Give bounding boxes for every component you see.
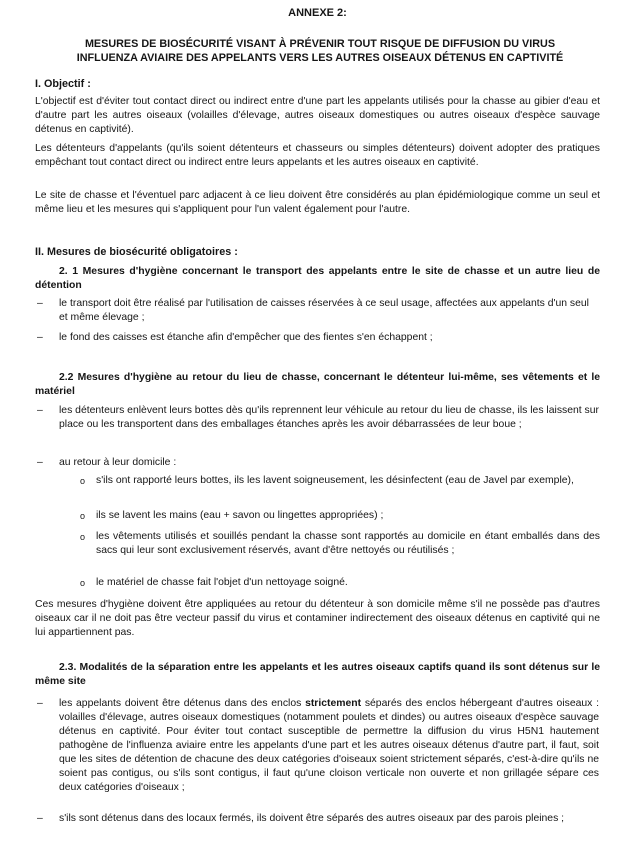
sub-list-item (80, 576, 600, 590)
list-item (37, 297, 599, 325)
circle-bullet: o (80, 532, 86, 542)
dash-bullet: – (37, 813, 43, 824)
subsection-2-1-title: 2. 1 Mesures d'hygiène concernant le transport des appelants entre le site de chasse et un autre lieu de détention (35, 266, 600, 291)
sub-list-item (80, 530, 600, 558)
circle-bullet: o (80, 511, 86, 521)
section-1-paragraph-1: L'objectif est d'éviter tout contact direct ou indirect entre d'une part les appelants utilisés pour la chasse au gibier d'eau et d'autre part les autres oiseaux (volailles d'élevage, autres oiseaux domestiques ou autres oiseaux d'espèce sauvage détenus en captivité). (35, 96, 600, 135)
list-item (37, 404, 599, 432)
list-item-text: le fond des caisses est étanche afin d'empêcher que des fientes s'en échappent ; (59, 332, 433, 343)
list-item-text: au retour à leur domicile : (59, 457, 177, 468)
list-item-text: le transport doit être réalisé par l'utilisation de caisses réservées à ce seul usage, affectées aux appelants d'un seul et même élevage ; (59, 298, 589, 323)
dash-bullet: – (37, 332, 43, 343)
title-line-2: INFLUENZA AVIAIRE DES APPELANTS VERS LES AUTRES OISEAUX DÉTENUS EN CAPTIVITÉ (76, 52, 564, 64)
section-1-paragraph-2: Les détenteurs d'appelants (qu'ils soient détenteurs et chasseurs ou simples détenteurs) doivent adopter des pratiques empêchant tout contact direct ou indirect entre leurs appelants et les autres oiseaux en captivité. (35, 143, 600, 168)
subsection-2-2-title: 2.2 Mesures d'hygiène au retour du lieu de chasse, concernant le détenteur lui-même, ses vêtements et le matériel (35, 372, 600, 397)
dash-bullet: – (37, 405, 43, 416)
subsection-2-2-closing: Ces mesures d'hygiène doivent être appliquées au retour du détenteur à son domicile même s'il ne possède pas d'autres oiseaux car il ne doit pas être vecteur passif du virus et contaminer indirectement des oiseaux détenus en captivité qui ne lui appartiennent pas. (35, 599, 600, 638)
dash-bullet: – (37, 698, 43, 709)
list-item (37, 812, 599, 826)
list-item-text: s'ils sont détenus dans des locaux fermés, ils doivent être séparés des autres oiseaux par des parois pleines ; (59, 813, 565, 824)
sub-list-item-text: le matériel de chasse fait l'objet d'un nettoyage soigné. (96, 577, 348, 588)
list-item-text-after: séparés des enclos hébergeant d'autres oiseaux : volailles d'élevage, autres oiseaux domestiques (notamment poulets et dindes) ou autres oiseaux d'espèce sauvage détenus en captivité. Pour éviter tout contact susceptible de permettre la diffusion du virus H5N1 hautement pathogène de l'influenza aviaire entre les appelants d'une part et les autres oiseaux détenus d'autre part, il faut, soit que les sites de détention de chacune des deux catégories d'oiseaux soient strictement séparés, c'est-à-dire qu'ils ne soient pas contigus, ou s'ils sont contigus, il faut qu'une cloison verticale non ouverte et non grillagée sépare ces deux catégories d'oiseaux ; (59, 698, 599, 793)
circle-bullet: o (80, 476, 86, 486)
title-line-1: MESURES DE BIOSÉCURITÉ VISANT À PRÉVENIR TOUT RISQUE DE DIFFUSION DU VIRUS (84, 38, 556, 50)
list-item (37, 331, 599, 345)
section-1-paragraph-3: Le site de chasse et l'éventuel parc adjacent à ce lieu doivent être considérés au plan épidémiologique comme un seul et même lieu et les mesures qui s'appliquent pour l'un valent également pour l'autre. (35, 190, 600, 215)
dash-bullet: – (37, 457, 43, 468)
sub-list-item (80, 474, 600, 488)
sub-list-item (80, 509, 600, 523)
section-1-heading: I. Objectif : (35, 78, 91, 90)
section-2-heading: II. Mesures de biosécurité obligatoires : (35, 246, 238, 258)
emphasis-strictement: strictement (305, 698, 362, 709)
annex-label: ANNEXE 2: (288, 7, 347, 19)
sub-list-item-text: ils se lavent les mains (eau + savon ou lingettes appropriées) ; (96, 510, 384, 521)
list-item-text-before: les appelants doivent être détenus dans des enclos (59, 698, 306, 709)
dash-bullet: – (37, 298, 43, 309)
list-item-text: les détenteurs enlèvent leurs bottes dès qu'ils reprennent leur véhicule au retour du lieu de chasse, ils les laissent sur place ou les transportent dans des emballages étanches après les avoir débarrassées de leur boue ; (59, 405, 599, 430)
list-item (37, 697, 599, 795)
document-title (40, 37, 600, 65)
circle-bullet: o (80, 578, 86, 588)
list-item (37, 456, 599, 470)
sub-list-item-text: s'ils ont rapporté leurs bottes, ils les lavent soigneusement, les désinfectent (eau de Javel par exemple), (96, 475, 574, 486)
subsection-2-3-title: 2.3. Modalités de la séparation entre les appelants et les autres oiseaux captifs quand ils sont détenus sur le même site (35, 662, 600, 687)
sub-list-item-text: les vêtements utilisés et souillés pendant la chasse sont rapportés au domicile en étant emballés dans des sacs qui leur sont exclusivement réservés, avant d'être nettoyés ou réutilisés ; (96, 531, 600, 556)
